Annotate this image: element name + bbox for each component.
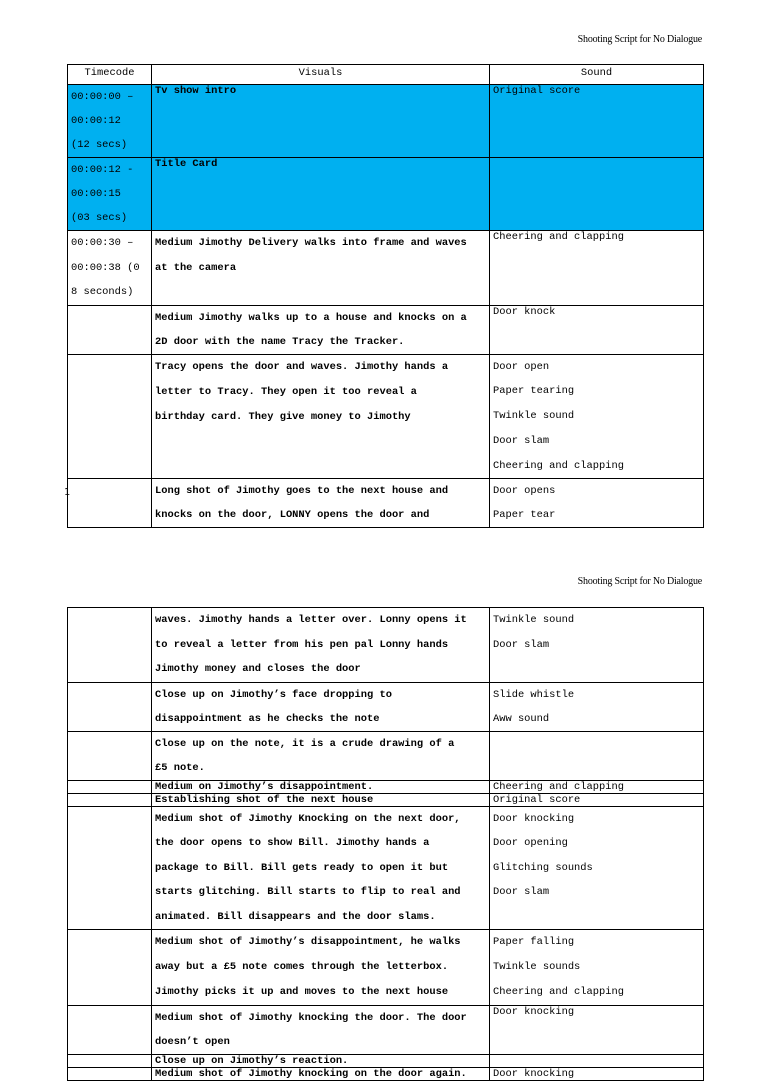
shooting-script-table-page2 xyxy=(67,607,704,1081)
timecode-cell: 00:00:00 – 00:00:12 (12 secs) xyxy=(68,85,152,158)
page-header: Shooting Script for No Dialogue xyxy=(577,576,702,587)
sound-cell: Paper falling Twinkle sounds Cheering and clapping xyxy=(490,930,704,1005)
sound-cell xyxy=(490,731,704,780)
column-header-sound: Sound xyxy=(490,65,704,85)
timecode-cell xyxy=(68,1067,152,1080)
timecode-cell xyxy=(68,930,152,1005)
visuals-cell: Title Card xyxy=(152,158,490,231)
visuals-cell: Close up on the note, it is a crude drawing of a £5 note. xyxy=(152,731,490,780)
sound-cell: Twinkle sound Door slam xyxy=(490,608,704,683)
page-header: Shooting Script for No Dialogue xyxy=(577,34,702,45)
timecode-cell xyxy=(68,354,152,479)
table-row xyxy=(68,305,704,354)
table-row xyxy=(68,231,704,306)
visuals-cell: Tracy opens the door and waves. Jimothy hands a letter to Tracy. They open it too reveal a birthday card. They give money to Jimothy xyxy=(152,354,490,479)
table-header-row xyxy=(68,65,704,85)
timecode-cell xyxy=(68,682,152,731)
table-row xyxy=(68,354,704,479)
shooting-script-table-page1 xyxy=(67,64,704,528)
sound-cell: Door knocking xyxy=(490,1005,704,1054)
timecode-cell xyxy=(68,731,152,780)
timecode-cell xyxy=(68,608,152,683)
visuals-cell: Establishing shot of the next house xyxy=(152,793,490,806)
table-row xyxy=(68,780,704,793)
timecode-cell xyxy=(68,793,152,806)
table-row xyxy=(68,806,704,930)
column-header-timecode: Timecode xyxy=(68,65,152,85)
sound-cell: Cheering and clapping xyxy=(490,780,704,793)
timecode-cell xyxy=(68,1005,152,1054)
timecode-cell xyxy=(68,479,152,528)
timecode-cell xyxy=(68,305,152,354)
table-row xyxy=(68,682,704,731)
table-row xyxy=(68,1005,704,1054)
sound-cell: Slide whistle Aww sound xyxy=(490,682,704,731)
sound-cell: Cheering and clapping xyxy=(490,231,704,306)
column-header-visuals: Visuals xyxy=(152,65,490,85)
table-row xyxy=(68,85,704,158)
visuals-cell: Medium Jimothy Delivery walks into frame and waves at the camera xyxy=(152,231,490,306)
table-row xyxy=(68,608,704,683)
table-row xyxy=(68,731,704,780)
sound-cell: Door knock xyxy=(490,305,704,354)
table-row xyxy=(68,158,704,231)
table-row xyxy=(68,1067,704,1080)
visuals-cell: Medium Jimothy walks up to a house and knocks on a 2D door with the name Tracy the Tracker. xyxy=(152,305,490,354)
sound-cell: Door knocking xyxy=(490,1067,704,1080)
visuals-cell: Close up on Jimothy’s face dropping to disappointment as he checks the note xyxy=(152,682,490,731)
sound-cell: Original score xyxy=(490,85,704,158)
table-row xyxy=(68,793,704,806)
table-row xyxy=(68,479,704,528)
timecode-cell xyxy=(68,780,152,793)
sound-cell xyxy=(490,158,704,231)
visuals-cell: waves. Jimothy hands a letter over. Lonny opens it to reveal a letter from his pen pal Lonny hands Jimothy money and closes the door xyxy=(152,608,490,683)
timecode-cell: 00:00:12 - 00:00:15 (03 secs) xyxy=(68,158,152,231)
sound-cell xyxy=(490,1054,704,1067)
table-row xyxy=(68,930,704,1005)
page-number: 1 xyxy=(64,487,71,498)
sound-cell: Door open Paper tearing Twinkle sound Door slam Cheering and clapping xyxy=(490,354,704,479)
table-row xyxy=(68,1054,704,1067)
visuals-cell: Medium shot of Jimothy knocking the door. The door doesn’t open xyxy=(152,1005,490,1054)
visuals-cell: Close up on Jimothy’s reaction. xyxy=(152,1054,490,1067)
visuals-cell: Medium shot of Jimothy’s disappointment, he walks away but a £5 note comes through the letterbox. Jimothy picks it up and moves to the next house xyxy=(152,930,490,1005)
timecode-cell xyxy=(68,806,152,930)
visuals-cell: Medium shot of Jimothy knocking on the door again. xyxy=(152,1067,490,1080)
visuals-cell: Long shot of Jimothy goes to the next house and knocks on the door, LONNY opens the door and xyxy=(152,479,490,528)
sound-cell: Door opens Paper tear xyxy=(490,479,704,528)
visuals-cell: Medium on Jimothy’s disappointment. xyxy=(152,780,490,793)
visuals-cell: Medium shot of Jimothy Knocking on the next door, the door opens to show Bill. Jimothy hands a package to Bill. Bill gets ready to open it but starts glitching. Bill starts to flip to real and animated. Bill disappears and the door slams. xyxy=(152,806,490,930)
sound-cell: Door knocking Door opening Glitching sounds Door slam xyxy=(490,806,704,930)
sound-cell: Original score xyxy=(490,793,704,806)
visuals-cell: Tv show intro xyxy=(152,85,490,158)
timecode-cell: 00:00:30 – 00:00:38 (0 8 seconds) xyxy=(68,231,152,306)
timecode-cell xyxy=(68,1054,152,1067)
